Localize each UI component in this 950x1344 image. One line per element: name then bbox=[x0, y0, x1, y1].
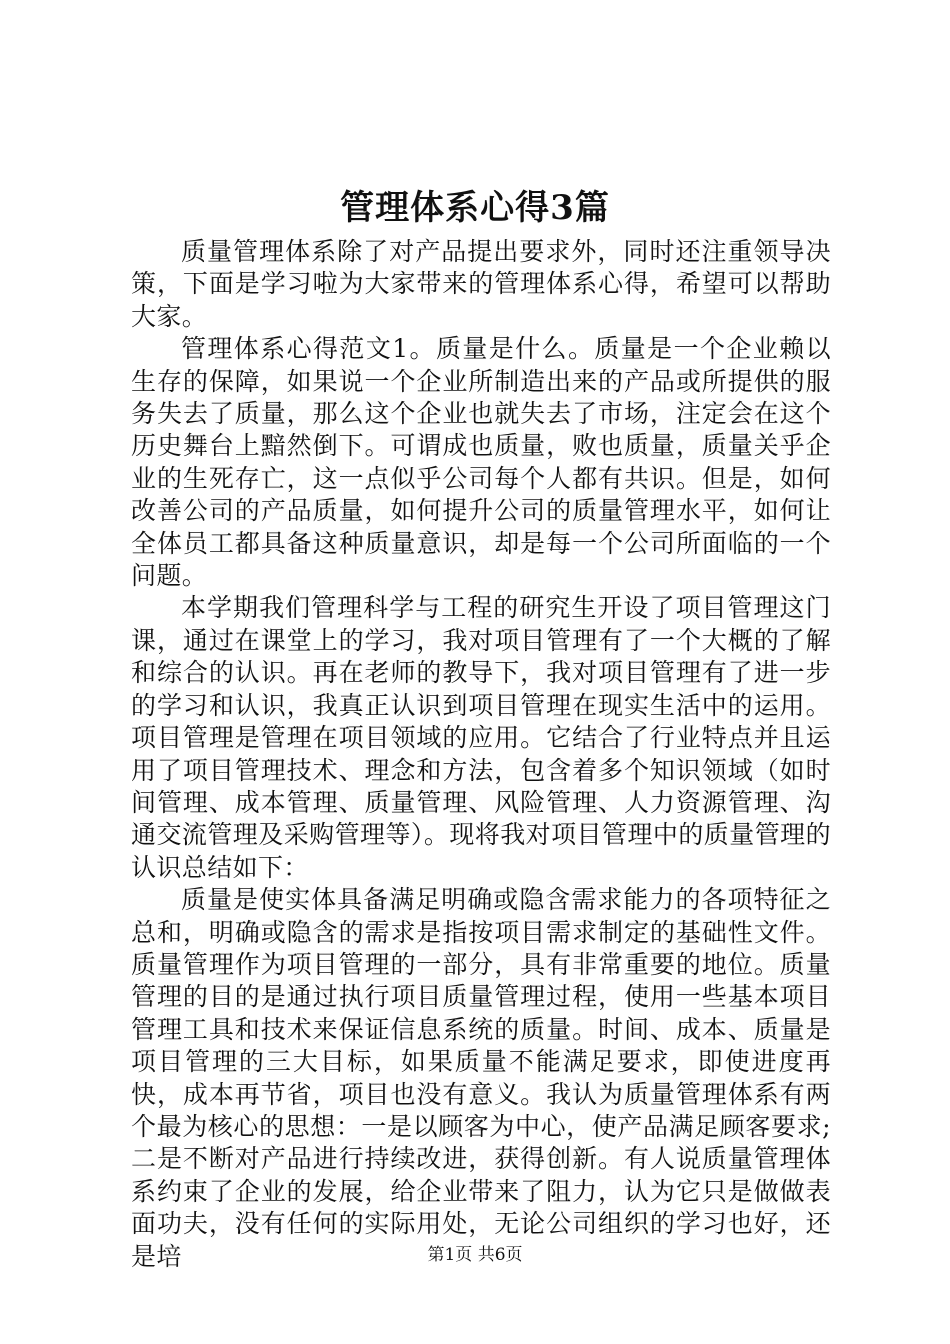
paragraph-project-management: 本学期我们管理科学与工程的研究生开设了项目管理这门课，通过在课堂上的学习，我对项目管理有了一个大概的了解和综合的认识。再在老师的教导下，我对项目管理有了进一步的学习和认识，我真正认识到项目管理在现实生活中的运用。项目管理是管理在项目领域的应用。它结合了行业特点并且运用了项目管理技术、理念和方法，包含着多个知识领域（如时间管理、成本管理、质量管理、风险管理、人力资源管理、沟通交流管理及采购管理等）。现将我对项目管理中的质量管理的认识总结如下： bbox=[131, 593, 831, 882]
page-footer: 第1页 共6页 bbox=[427, 1245, 523, 1265]
document-body bbox=[131, 236, 831, 1273]
paragraph-sample-1: 管理体系心得范文1。质量是什么。质量是一个企业赖以生存的保障，如果说一个企业所制造出来的产品或所提供的服务失去了质量，那么这个企业也就失去了市场，注定会在这个历史舞台上黯然倒下。可谓成也质量，败也质量，质量关乎企业的生死存亡，这一点似乎公司每个人都有共识。但是，如何改善公司的产品质量，如何提升公司的质量管理水平，如何让全体员工都具备这种质量意识，却是每一个公司所面临的一个问题。 bbox=[131, 334, 831, 591]
paragraph-intro: 质量管理体系除了对产品提出要求外，同时还注重领导决策，下面是学习啦为大家带来的管理体系心得，希望可以帮助大家。 bbox=[131, 237, 831, 331]
page-title: 管理体系心得3篇 bbox=[340, 188, 610, 228]
paragraph-quality-definition: 质量是使实体具备满足明确或隐含需求能力的各项特征之总和，明确或隐含的需求是指按项目需求制定的基础性文件。质量管理作为项目管理的一部分，具有非常重要的地位。质量管理的目的是通过执行项目质量管理过程，使用一些基本项目管理工具和技术来保证信息系统的质量。时间、成本、质量是项目管理的三大目标，如果质量不能满足要求，即使进度再快，成本再节省，项目也没有意义。我认为质量管理体系有两个最为核心的思想：一是以顾客为中心，使产品满足顾客要求;二是不断对产品进行持续改进，获得创新。有人说质量管理体系约束了企业的发展，给企业带来了阻力，认为它只是做做表面功夫，没有任何的实际用处，无论公司组织的学习也好，还是培 bbox=[131, 885, 831, 1271]
